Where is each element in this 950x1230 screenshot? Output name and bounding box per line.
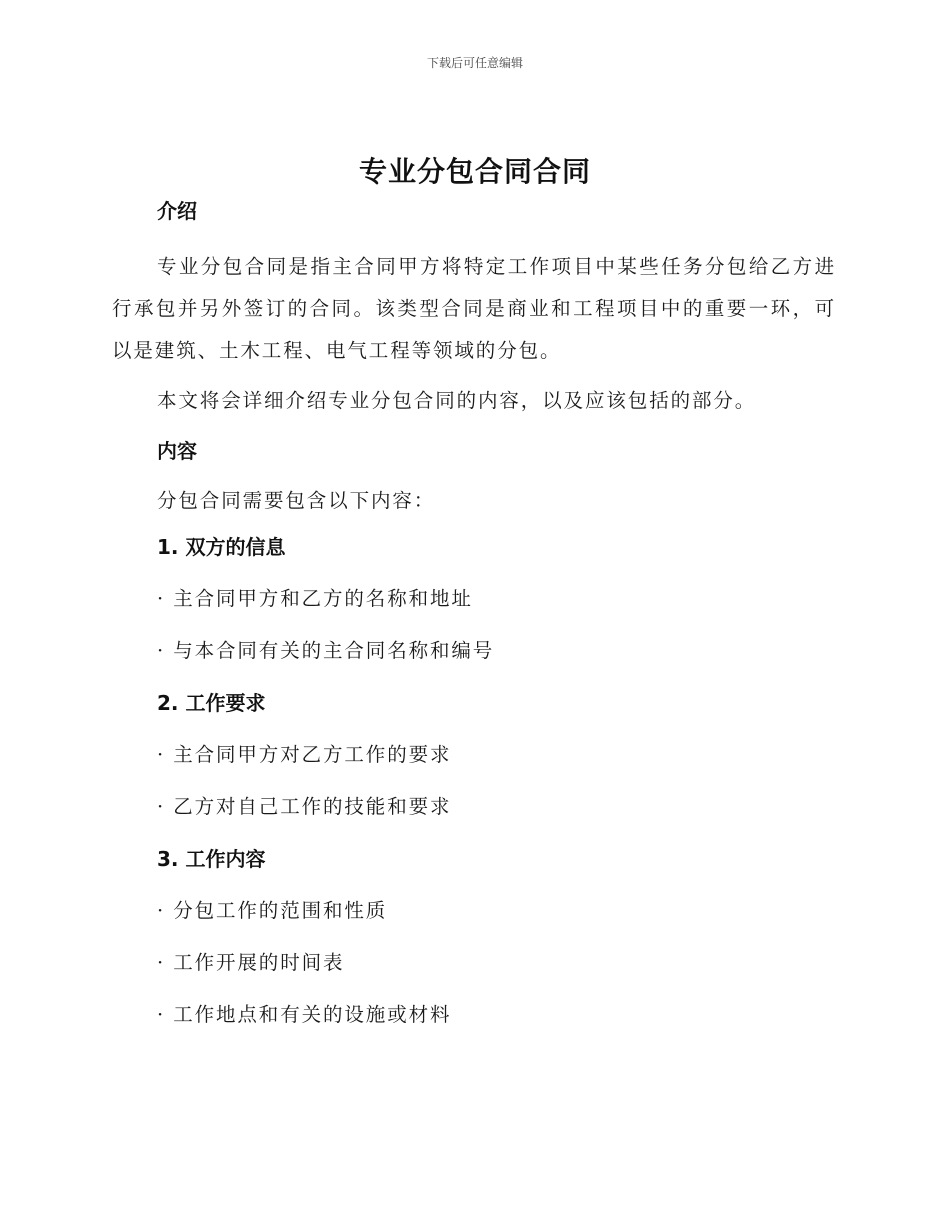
list-item: · 乙方对自己工作的技能和要求: [157, 795, 452, 818]
list-item: · 主合同甲方和乙方的名称和地址: [157, 587, 473, 610]
list-item: · 工作开展的时间表: [157, 951, 345, 974]
intro-paragraph-1: 专业分包合同是指主合同甲方将特定工作项目中某些任务分包给乙方进行承包并另外签订的合同。该类型合同是商业和工程项目中的重要一环，可以是建筑、土木工程、电气工程等领域的分包。: [112, 255, 836, 362]
content-paragraph-1: 分包合同需要包含以下内容：: [157, 489, 436, 512]
list-item: · 工作地点和有关的设施或材料: [157, 1003, 452, 1026]
document-body: [112, 196, 836, 1030]
subsection-heading-3: 3. 工作内容: [157, 847, 266, 871]
list-item: · 主合同甲方对乙方工作的要求: [157, 743, 452, 766]
document-title: 专业分包合同合同: [358, 155, 591, 188]
list-item: · 分包工作的范围和性质: [157, 899, 388, 922]
header-note: 下载后可任意编辑: [426, 56, 523, 70]
subsection-heading-2: 2. 工作要求: [157, 691, 266, 715]
section-heading-intro: 介绍: [157, 199, 197, 223]
intro-paragraph-2: 本文将会详细介绍专业分包合同的内容，以及应该包括的部分。: [157, 389, 757, 412]
section-heading-content: 内容: [157, 439, 197, 463]
subsection-heading-1: 1. 双方的信息: [157, 535, 286, 559]
list-item: · 与本合同有关的主合同名称和编号: [157, 639, 495, 662]
